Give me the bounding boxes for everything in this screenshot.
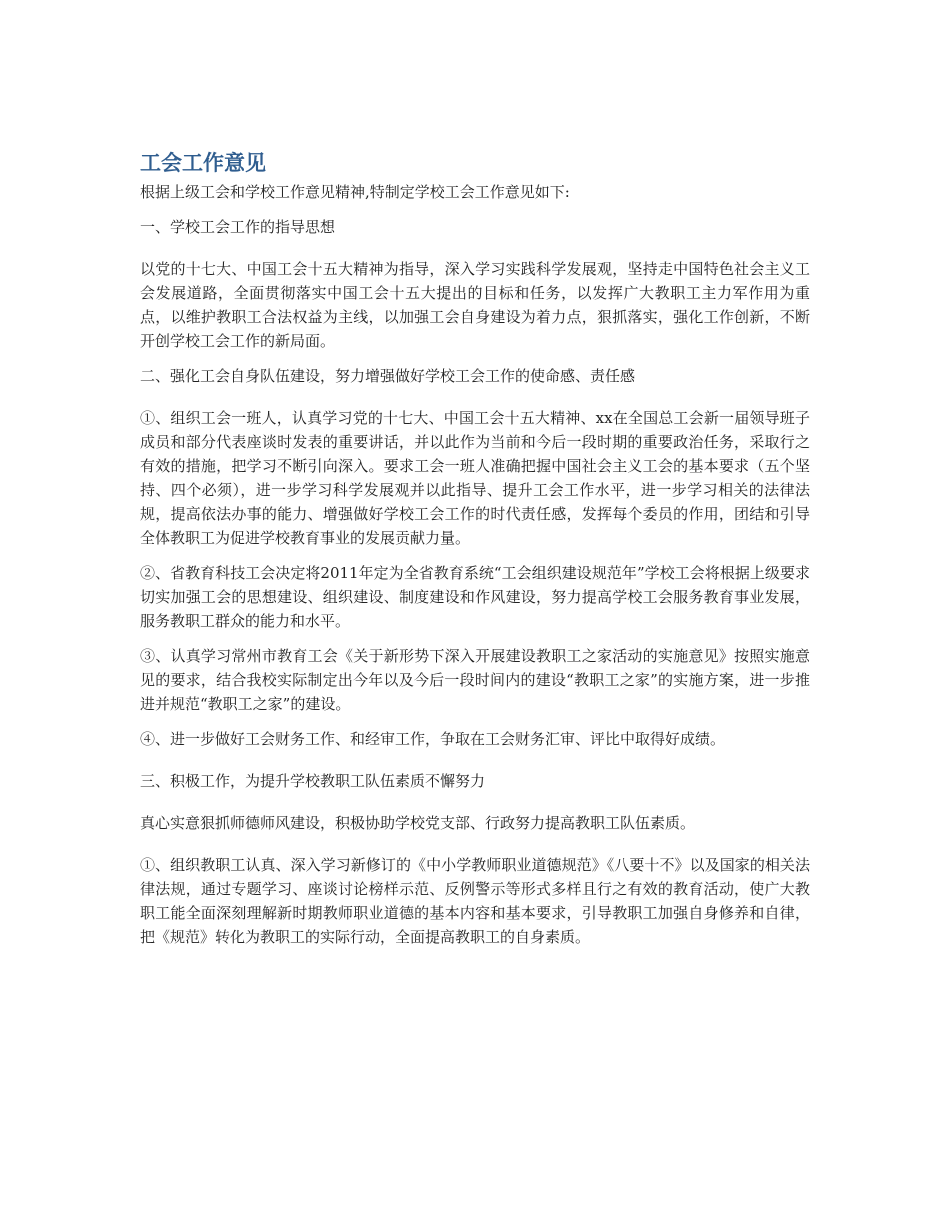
body-paragraph: ①、组织工会一班人，认真学习党的十七大、中国工会十五大精神、xx在全国总工会新一届领导班子成员和部分代表座谈时发表的重要讲话，并以此作为当前和今后一段时期的重要政治任务，采取行之有效的措施，把学习不断引向深入。要求工会一班人准确把握中国社会主义工会的基本要求（五个坚持、四个必须），进一步学习科学发展观并以此指导、提升工会工作水平，进一步学习相关的法律法规，提高依法办事的能力、增强做好学校工会工作的时代责任感，发挥每个委员的作用，团结和引导全体教职工为促进学校教育事业的发展贡献力量。: [140, 409, 810, 547]
document-title: 工会工作意见: [140, 151, 266, 175]
body-paragraph: ②、省教育科技工会决定将2011年定为全省教育系统“工会组织建设规范年”学校工会将根据上级要求切实加强工会的思想建设、组织建设、制度建设和作风建设，努力提高学校工会服务教育事业发展，服务教职工群众的能力和水平。: [140, 564, 810, 630]
body-paragraph: ④、进一步做好工会财务工作、和经审工作，争取在工会财务汇审、评比中取得好成绩。: [140, 730, 726, 748]
document-page: [140, 148, 810, 960]
section-heading-2: 二、强化工会自身队伍建设，努力增强做好学校工会工作的使命感、责任感: [140, 367, 636, 385]
body-paragraph: ①、组织教职工认真、深入学习新修订的《中小学教师职业道德规范》《八要十不》以及国家的相关法律法规，通过专题学习、座谈讨论榜样示范、反例警示等形式多样且行之有效的教育活动，使广大教职工能全面深刻理解新时期教师职业道德的基本内容和基本要求，引导教职工加强自身修养和自律，把《规范》转化为教职工的实际行动，全面提高教职工的自身素质。: [140, 856, 810, 946]
intro-paragraph: 根据上级工会和学校工作意见精神,特制定学校工会工作意见如下:: [140, 183, 570, 201]
body-paragraph: 真心实意狠抓师德师风建设，积极协助学校党支部、行政努力提高教职工队伍素质。: [140, 814, 696, 832]
section-heading-1: 一、学校工会工作的指导思想: [140, 218, 336, 236]
body-paragraph: ③、认真学习常州市教育工会《关于新形势下深入开展建设教职工之家活动的实施意见》按照实施意见的要求，结合我校实际制定出今年以及今后一段时间内的建设“教职工之家”的实施方案，进一步推进并规范“教职工之家”的建设。: [140, 647, 810, 713]
section-heading-3: 三、积极工作，为提升学校教职工队伍素质不懈努力: [140, 772, 486, 790]
body-paragraph: 以党的十七大、中国工会十五大精神为指导，深入学习实践科学发展观，坚持走中国特色社会主义工会发展道路，全面贯彻落实中国工会十五大提出的目标和任务，以发挥广大教职工主力军作用为重点，以维护教职工合法权益为主线，以加强工会自身建设为着力点，狠抓落实，强化工作创新，不断开创学校工会工作的新局面。: [140, 260, 810, 350]
